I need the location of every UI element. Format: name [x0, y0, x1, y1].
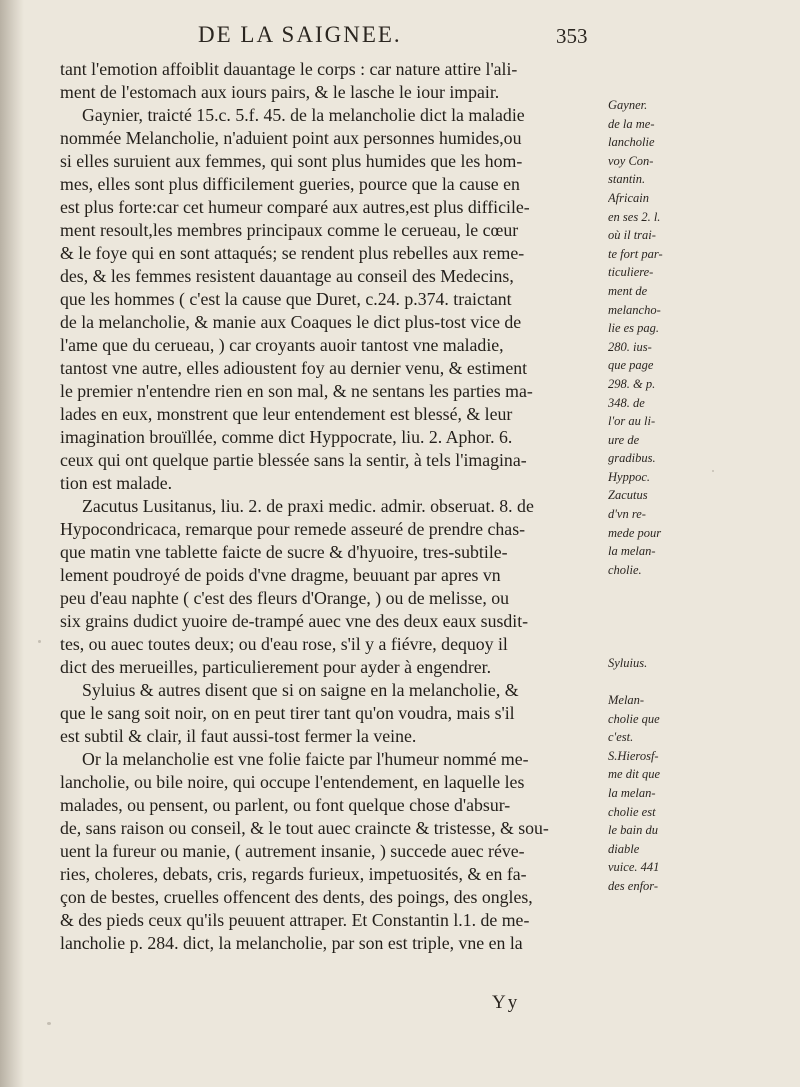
text-line: ceux qui ont quelque partie blessée sans la sentir, à tels l'imagina-: [60, 450, 527, 470]
text-line: que matin vne tablette faicte de sucre & d'hyuoire, tres-subtile-: [60, 542, 508, 562]
text-line: ries, choleres, debats, cris, regards furieux, impetuosités, & en fa-: [60, 864, 527, 884]
margin-note: ure de: [608, 432, 640, 447]
text-line: Or la melancholie est vne folie faicte par l'humeur nommé me-: [82, 749, 529, 769]
margin-note: lancholie: [608, 135, 655, 150]
text-line: lancholie, ou bile noire, qui occupe l'entendement, en laquelle les: [60, 772, 525, 792]
text-line: & des pieds ceux qu'ils peuuent attraper. Et Constantin l.1. de me-: [60, 910, 530, 930]
margin-note: vuice. 441: [608, 860, 660, 875]
binding-gutter: [0, 0, 24, 1087]
margin-note: 298. & p.: [608, 376, 656, 391]
paper-speck: [712, 470, 714, 472]
margin-note: Melan-: [608, 693, 645, 708]
paper-speck: [38, 640, 41, 643]
paper-speck: [47, 1022, 51, 1025]
margin-note: en ses 2. l.: [608, 209, 661, 224]
text-line: de, sans raison ou conseil, & le tout auec craincte & tristesse, & sou-: [60, 818, 549, 838]
margin-note: Gayner.: [608, 98, 648, 112]
margin-note: cholie que: [608, 711, 660, 726]
margin-note: te fort par-: [608, 246, 663, 261]
margin-note: gradibus.: [608, 451, 656, 466]
margin-note: l'or au li-: [608, 414, 656, 429]
text-line: des, & les femmes resistent dauantage au conseil des Medecins,: [60, 266, 514, 286]
margin-note: ticuliere-: [608, 265, 654, 280]
text-line: lancholie p. 284. dict, la melancholie, par son est triple, vne en la: [60, 933, 523, 953]
text-line: nommée Melancholie, n'aduient point aux personnes humides,ou: [60, 128, 522, 148]
margin-note: cholie est: [608, 804, 656, 819]
text-line: est subtil & clair, il faut aussi-tost fermer la veine.: [60, 726, 417, 746]
text-line: mes, elles sont plus difficilement gueries, pource que la cause en: [60, 174, 520, 194]
text-line: six grains dudict yuoire de-trampé auec vne des deux eaux susdit-: [60, 611, 529, 631]
text-line: tant l'emotion affoiblit dauantage le corps : car nature attire l'ali-: [60, 59, 518, 79]
margin-notes: [608, 96, 692, 896]
margin-note: le bain du: [608, 823, 658, 838]
text-line: tantost vne autre, elles adioustent foy au dernier venu, & estiment: [60, 358, 528, 378]
text-line: tion est malade.: [60, 473, 173, 493]
margin-note: diable: [608, 841, 640, 856]
text-line: est plus forte:car cet humeur comparé aux autres,est plus difficile-: [60, 197, 530, 217]
text-line: tes, ou auec toutes deux; ou d'eau rose, s'il y a fiévre, dequoy il: [60, 634, 508, 654]
page-number: 353: [556, 24, 588, 48]
text-line: Syluius & autres disent que si on saigne en la melancholie, &: [82, 680, 519, 700]
text-line: çon de bestes, cruelles offencent des dents, des poings, des ongles,: [60, 887, 533, 907]
margin-note: stantin.: [608, 172, 646, 187]
margin-note: que page: [608, 358, 654, 373]
margin-note: cholie.: [608, 562, 642, 577]
text-line: lades en eux, monstrent que leur entendement est blessé, & leur: [60, 404, 513, 424]
margin-note: S.Hierosf-: [608, 748, 659, 763]
margin-note: Hyppoc.: [608, 469, 650, 484]
margin-note: des enfor-: [608, 878, 659, 893]
signature-mark: Yy: [492, 992, 520, 1013]
text-line: ment resoult,les membres principaux comme le cerueau, le cœur: [60, 220, 519, 240]
margin-note: mede pour: [608, 525, 662, 540]
text-line: uent la fureur ou manie, ( autrement insanie, ) succede auec réve-: [60, 841, 525, 861]
text-line: malades, ou pensent, ou parlent, ou font quelque chose d'absur-: [60, 795, 511, 815]
text-line: peu d'eau naphte ( c'est des fleurs d'Orange, ) ou de melisse, ou: [60, 588, 510, 608]
text-line: que les hommes ( c'est la cause que Duret, c.24. p.374. traictant: [60, 289, 512, 309]
text-line: lement poudroyé de poids d'vne dragme, beuuant par apres vn: [60, 565, 501, 585]
text-line: de la melancholie, & manie aux Coaques le dict plus-tost vice de: [60, 312, 522, 332]
running-head: DE LA SAIGNEE.: [198, 22, 402, 47]
text-line: Gaynier, traicté 15.c. 5.f. 45. de la melancholie dict la maladie: [82, 105, 525, 125]
text-line: que le sang soit noir, on en peut tirer tant qu'on voudra, mais s'il: [60, 703, 515, 723]
margin-note: 280. ius-: [608, 339, 652, 354]
margin-note: Africain: [608, 190, 649, 205]
margin-note: voy Con-: [608, 153, 654, 168]
text-line: l'ame que du cerueau, ) car croyants auoir tantost vne maladie,: [60, 335, 504, 355]
margin-note: d'vn re-: [608, 507, 646, 522]
margin-note: me dit que: [608, 767, 661, 782]
text-line: si elles suruient aux femmes, qui sont plus humides que les hom-: [60, 151, 523, 171]
margin-note: la melan-: [608, 544, 656, 559]
text-line: dict des merueilles, particulierement pour ayder à engendrer.: [60, 657, 492, 677]
margin-note: Zacutus: [608, 488, 648, 503]
margin-note: 348. de: [608, 395, 645, 410]
text-line: ment de l'estomach aux iours pairs, & le lasche le iour impair.: [60, 82, 500, 102]
text-line: Hypocondricaca, remarque pour remede asseuré de prendre chas-: [60, 519, 526, 539]
margin-note: où il trai-: [608, 228, 656, 243]
main-text-block: [60, 58, 610, 955]
margin-note: Syluius.: [608, 655, 648, 670]
text-line: imagination brouïllée, comme dict Hyppocrate, liu. 2. Aphor. 6.: [60, 427, 513, 447]
margin-note: lie es pag.: [608, 321, 660, 336]
text-line: Zacutus Lusitanus, liu. 2. de praxi medic. admir. obseruat. 8. de: [82, 496, 534, 516]
margin-note: de la me-: [608, 116, 655, 131]
text-line: le premier n'entendre rien en son mal, & ne sentans les parties ma-: [60, 381, 533, 401]
text-line: & le foye qui en sont attaqués; se rendent plus rebelles aux reme-: [60, 243, 525, 263]
margin-note: la melan-: [608, 785, 656, 800]
margin-note: ment de: [608, 283, 648, 298]
margin-note: c'est.: [608, 730, 634, 745]
margin-note: melancho-: [608, 302, 661, 317]
